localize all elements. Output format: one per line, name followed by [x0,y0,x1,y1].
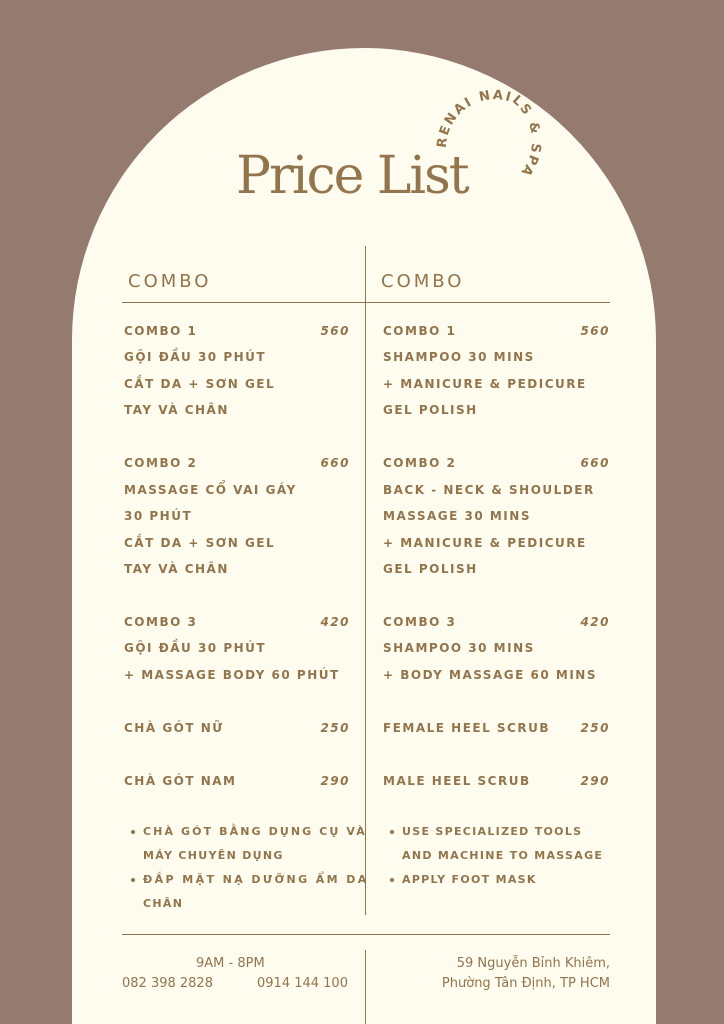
combo-line: CẮT DA + SƠN GEL [124,536,276,550]
heel-scrub-female-label: FEMALE HEEL SCRUB [383,721,550,735]
combo-line: 30 PHÚT [124,509,193,523]
note-line: MÁY CHUYÊN DỤNG [143,849,284,862]
combo-line: MASSAGE CỔ VAI GÁY [124,483,297,497]
combo-price: 560 [580,324,610,338]
combo-line: + BODY MASSAGE 60 MINS [383,668,597,682]
heel-scrub-female-label: CHÀ GÓT NỮ [124,721,224,735]
bullet-icon [131,830,135,834]
bullet-icon [390,830,394,834]
combo-line: GEL POLISH [383,562,478,576]
combo-line: TAY VÀ CHÂN [124,562,229,576]
right-column-heading: COMBO [381,271,465,292]
heel-scrub-female-price: 250 [580,721,610,735]
combo-line: + MANICURE & PEDICURE [383,377,587,391]
combo-price: 660 [320,456,350,470]
footer-rule [122,934,610,935]
phone-number-2: 0914 144 100 [257,976,348,991]
note-line: CHÂN [143,897,184,910]
note-line: AND MACHINE TO MASSAGE [402,849,604,862]
footer-divider [365,950,366,1024]
opening-hours: 9AM - 8PM [196,956,265,971]
bullet-icon [390,878,394,882]
note-line: ĐẮP MẶT NẠ DƯỠNG ẨM DA [143,873,369,886]
note-line: APPLY FOOT MASK [402,873,537,886]
heel-scrub-male-price: 290 [320,774,350,788]
heel-scrub-male-price: 290 [580,774,610,788]
combo-line: MASSAGE 30 MINS [383,509,531,523]
combo-price: 420 [580,615,610,629]
address-line-2: Phường Tân Định, TP HCM [441,976,610,991]
note-line: USE SPECIALIZED TOOLS [402,825,583,838]
combo-line: CẮT DA + SƠN GEL [124,377,276,391]
combo-line: + MASSAGE BODY 60 PHÚT [124,668,340,682]
heel-scrub-male-label: MALE HEEL SCRUB [383,774,531,788]
bullet-icon [131,878,135,882]
combo-line: + MANICURE & PEDICURE [383,536,587,550]
column-divider [365,246,366,915]
combo-price: 660 [580,456,610,470]
combo-price: 420 [320,615,350,629]
combo-title: COMBO 1 [124,324,198,338]
note-line: CHÀ GÓT BẰNG DỤNG CỤ VÀ [143,825,367,838]
combo-line: SHAMPOO 30 MINS [383,350,535,364]
left-column-heading: COMBO [128,271,212,292]
combo-title: COMBO 3 [124,615,198,629]
heel-scrub-female-price: 250 [320,721,350,735]
combo-line: GEL POLISH [383,403,478,417]
page-title: Price List [236,146,468,206]
combo-line: GỘI ĐẦU 30 PHÚT [124,641,267,655]
combo-line: TAY VÀ CHÂN [124,403,229,417]
combo-title: COMBO 2 [124,456,198,470]
combo-title: COMBO 3 [383,615,457,629]
combo-line: BACK - NECK & SHOULDER [383,483,595,497]
address-line-1: 59 Nguyễn Bỉnh Khiêm, [456,956,610,971]
combo-line: GỘI ĐẦU 30 PHÚT [124,350,267,364]
header-rule [122,302,610,303]
combo-price: 560 [320,324,350,338]
brand-badge-text: RENAI NAILS & SPA [434,87,544,180]
heel-scrub-male-label: CHÀ GÓT NAM [124,774,237,788]
brand-badge [420,70,570,220]
combo-line: SHAMPOO 30 MINS [383,641,535,655]
combo-title: COMBO 1 [383,324,457,338]
phone-number-1: 082 398 2828 [122,976,213,991]
combo-title: COMBO 2 [383,456,457,470]
